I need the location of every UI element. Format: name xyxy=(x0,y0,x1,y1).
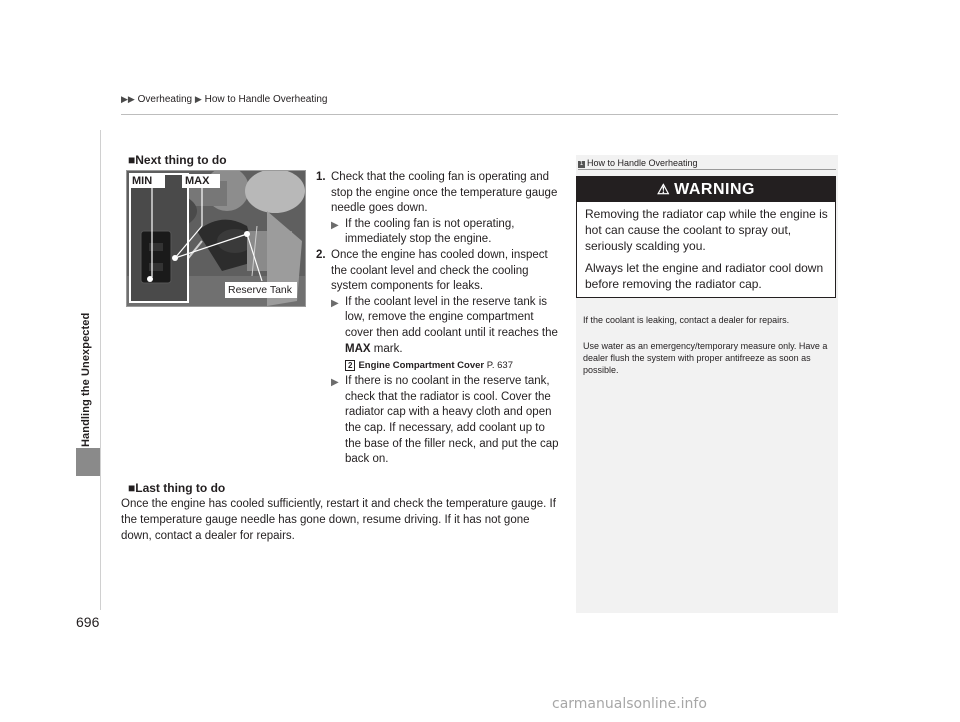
breadcrumb-arrow-icon: ▶▶ xyxy=(121,94,135,104)
sidebar-heading: 1 How to Handle Overheating xyxy=(579,158,698,168)
step-1 xyxy=(316,170,561,217)
sidebar-divider xyxy=(578,169,836,170)
page-number: 696 xyxy=(76,614,100,630)
reference-icon: 2 xyxy=(345,360,355,371)
step-2-sub-1 xyxy=(331,295,561,357)
warning-box xyxy=(576,176,836,298)
header-divider xyxy=(121,114,838,115)
sub-text-after: mark. xyxy=(370,342,403,355)
breadcrumb-item-overheating[interactable]: Overheating xyxy=(137,94,193,105)
step-number: 2. xyxy=(316,248,326,261)
sub-text-before: If the coolant level in the reserve tank is low, remove the engine compartment cover then add coolant until it reaches the xyxy=(345,295,558,339)
next-thing-heading: ■Next thing to do xyxy=(128,153,227,167)
sub-text: If the cooling fan is not operating, immediately stop the engine. xyxy=(345,217,515,246)
step-text: Check that the cooling fan is operating and stop the engine once the temperature gauge needle goes down. xyxy=(331,171,558,215)
square-bullet-icon: ■ xyxy=(128,153,136,167)
watermark: carmanualsonline.info xyxy=(552,696,707,712)
warning-text-2: Always let the engine and radiator cool down before removing the radiator cap. xyxy=(585,261,824,291)
chapter-label: Handling the Unexpected xyxy=(80,312,92,447)
square-bullet-icon: ■ xyxy=(128,481,136,495)
triangle-bullet-icon: ▶ xyxy=(331,297,339,309)
warning-text-1: Removing the radiator cap while the engine is hot can cause the coolant to spray out, seriously scalding you. xyxy=(585,207,828,253)
min-label: MIN xyxy=(132,175,153,187)
reserve-tank-photo xyxy=(126,170,306,307)
cross-reference-link[interactable] xyxy=(345,357,561,374)
warning-triangle-icon: ⚠ xyxy=(657,181,671,197)
xref-page: P. 637 xyxy=(486,360,513,372)
step-2-sub-2 xyxy=(331,374,561,468)
chapter-tab-marker xyxy=(76,448,100,476)
reserve-tank-label: Reserve Tank xyxy=(228,284,293,296)
triangle-bullet-icon: ▶ xyxy=(331,377,339,389)
sidebar-note-1: If the coolant is leaking, contact a dealer for repairs. xyxy=(583,315,790,325)
max-label: MAX xyxy=(185,175,210,187)
xref-title[interactable]: Engine Compartment Cover xyxy=(358,360,485,372)
step-number: 1. xyxy=(316,171,326,183)
sub-text: If there is no coolant in the reserve tank, check that the radiator is cool. Cover the radiator cap with a heavy cloth and open the cap. If necessary, add coolant up to the base of the filler neck, and put the cap back on. xyxy=(345,375,559,466)
breadcrumb xyxy=(121,94,327,105)
step-1-sub xyxy=(331,217,561,248)
step-text: Once the engine has cooled down, inspect the coolant level and check the cooling system components for leaks. xyxy=(331,248,548,293)
breadcrumb-item-current[interactable]: How to Handle Overheating xyxy=(204,94,328,105)
step-2 xyxy=(316,248,561,295)
triangle-bullet-icon: ▶ xyxy=(331,219,339,231)
last-thing-heading: ■Last thing to do xyxy=(128,481,226,495)
sidebar-note-2: Use water as an emergency/temporary measure only. Have a dealer flush the system with proper antifreeze as soon as possible. xyxy=(583,341,828,375)
steps-list xyxy=(316,170,561,468)
note-icon: 1 xyxy=(579,161,584,167)
max-mark: MAX xyxy=(345,342,371,355)
warning-header: ⚠ WARNING xyxy=(577,177,835,202)
chapter-divider xyxy=(100,130,101,610)
last-thing-text: Once the engine has cooled sufficiently, restart it and check the temperature gauge. If the temperature gauge needle has gone down, resume driving. If it has not gone down, contact a dealer for repairs. xyxy=(121,498,556,542)
breadcrumb-arrow-icon: ▶ xyxy=(194,94,202,104)
